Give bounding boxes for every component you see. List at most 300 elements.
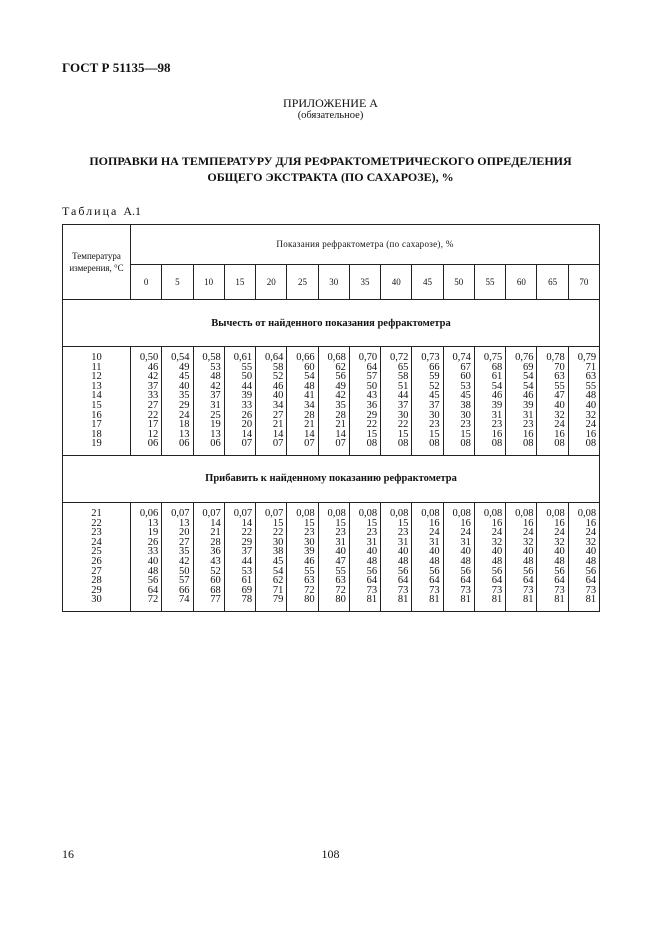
correction-value: 15 xyxy=(272,517,284,529)
correction-cell xyxy=(568,502,599,611)
correction-value: 22 xyxy=(241,527,253,539)
correction-value: 16 xyxy=(554,517,565,529)
correction-value: 81 xyxy=(397,594,409,606)
section-title-row xyxy=(63,455,600,502)
correction-value: 23 xyxy=(491,419,503,431)
correction-value: 24 xyxy=(554,527,565,539)
correction-cell xyxy=(162,502,193,611)
correction-cell xyxy=(162,347,193,456)
correction-value: 39 xyxy=(491,399,503,411)
correction-cell xyxy=(412,502,443,611)
column-header: 35 xyxy=(349,264,380,299)
correction-value: 46 xyxy=(147,361,159,373)
correction-value: 29 xyxy=(179,399,190,411)
correction-value: 07 xyxy=(304,438,315,450)
correction-value: 70 xyxy=(554,361,565,373)
correction-value: 53 xyxy=(210,361,221,373)
correction-value: 64 xyxy=(585,575,597,587)
correction-value: 30 xyxy=(304,536,315,548)
correction-value: 64 xyxy=(491,575,503,587)
correction-value: 81 xyxy=(585,594,597,606)
correction-value: 31 xyxy=(335,536,346,548)
correction-value: 40 xyxy=(335,546,346,558)
correction-value: 48 xyxy=(147,565,159,577)
correction-value: 0,07 xyxy=(171,507,190,519)
correction-value: 0,50 xyxy=(139,352,159,363)
correction-value: 40 xyxy=(554,399,565,411)
correction-value: 31 xyxy=(522,409,534,421)
correction-value: 0,07 xyxy=(233,507,253,519)
correction-cell xyxy=(381,347,412,456)
correction-cell xyxy=(224,502,255,611)
correction-cell xyxy=(318,347,349,456)
correction-value: 55 xyxy=(335,565,346,577)
temperature-value: 26 xyxy=(91,555,102,567)
correction-value: 06 xyxy=(210,438,221,450)
correction-cell xyxy=(318,502,349,611)
correction-cell xyxy=(287,347,318,456)
correction-value: 48 xyxy=(429,555,440,567)
correction-value: 58 xyxy=(272,361,284,373)
correction-value: 16 xyxy=(491,517,503,529)
correction-value: 37 xyxy=(147,380,159,392)
title-line: ОБЩЕГО ЭКСТРАКТА (ПО САХАРОЗЕ), % xyxy=(207,170,454,184)
column-header: 30 xyxy=(318,264,349,299)
correction-cell xyxy=(506,502,537,611)
correction-value: 48 xyxy=(522,555,534,567)
column-header: 55 xyxy=(474,264,505,299)
correction-value: 50 xyxy=(366,380,378,392)
column-header: 40 xyxy=(381,264,412,299)
correction-value: 56 xyxy=(460,565,471,577)
correction-value: 52 xyxy=(210,565,221,577)
correction-value: 54 xyxy=(522,371,534,383)
correction-value: 20 xyxy=(241,419,253,431)
correction-value: 64 xyxy=(147,584,159,596)
correction-value: 12 xyxy=(147,428,159,440)
correction-value: 07 xyxy=(272,438,284,450)
correction-value: 45 xyxy=(272,555,284,567)
correction-value: 15 xyxy=(304,517,315,529)
correction-value: 0,76 xyxy=(515,352,534,363)
correction-value: 56 xyxy=(397,565,409,577)
correction-cell xyxy=(381,502,412,611)
table-label-number: А.1 xyxy=(123,204,141,218)
correction-value: 0,73 xyxy=(421,352,440,363)
correction-value: 0,08 xyxy=(327,507,346,519)
correction-value: 24 xyxy=(429,527,440,539)
correction-value: 40 xyxy=(397,546,409,558)
correction-value: 42 xyxy=(147,371,159,383)
appendix-title: ПРИЛОЖЕНИЕ А xyxy=(283,96,378,110)
correction-value: 24 xyxy=(460,527,471,539)
correction-value: 56 xyxy=(335,371,346,383)
temperature-value: 18 xyxy=(91,428,102,440)
temperature-header-line: Температура xyxy=(72,251,121,261)
correction-value: 19 xyxy=(210,419,221,431)
correction-value: 38 xyxy=(272,546,284,558)
correction-value: 42 xyxy=(179,555,190,567)
correction-value: 71 xyxy=(585,361,597,373)
correction-value: 13 xyxy=(210,428,221,440)
correction-value: 08 xyxy=(491,438,503,450)
temperature-value: 17 xyxy=(91,419,102,431)
column-header: 45 xyxy=(412,264,443,299)
correction-value: 14 xyxy=(210,517,221,529)
correction-value: 34 xyxy=(304,399,315,411)
correction-value: 30 xyxy=(272,536,284,548)
correction-value: 0,64 xyxy=(264,352,284,363)
correction-value: 79 xyxy=(272,594,284,606)
correction-value: 21 xyxy=(210,527,221,539)
correction-value: 16 xyxy=(585,428,597,440)
correction-value: 73 xyxy=(397,584,409,596)
correction-value: 55 xyxy=(241,361,253,373)
correction-value: 35 xyxy=(179,390,190,402)
correction-value: 08 xyxy=(429,438,440,450)
correction-value: 22 xyxy=(397,419,409,431)
correction-value: 74 xyxy=(179,594,190,606)
correction-value: 14 xyxy=(241,517,253,529)
correction-value: 21 xyxy=(304,419,315,431)
correction-value: 66 xyxy=(179,584,190,596)
correction-value: 69 xyxy=(522,361,534,373)
correction-value: 81 xyxy=(460,594,471,606)
correction-cell xyxy=(256,502,287,611)
correction-value: 64 xyxy=(366,361,378,373)
correction-value: 13 xyxy=(179,517,190,529)
correction-cell xyxy=(474,347,505,456)
correction-value: 44 xyxy=(241,380,253,392)
correction-value: 80 xyxy=(304,594,315,606)
correction-value: 39 xyxy=(241,390,253,402)
correction-value: 08 xyxy=(554,438,565,450)
correction-value: 56 xyxy=(429,565,440,577)
correction-value: 16 xyxy=(491,428,503,440)
correction-value: 46 xyxy=(304,555,315,567)
correction-value: 72 xyxy=(304,584,315,596)
correction-value: 64 xyxy=(460,575,471,587)
correction-value: 0,08 xyxy=(483,507,503,519)
correction-value: 20 xyxy=(179,527,190,539)
correction-value: 16 xyxy=(554,428,565,440)
correction-cell xyxy=(443,502,474,611)
correction-value: 26 xyxy=(147,536,159,548)
correction-value: 29 xyxy=(241,536,253,548)
temperature-value: 15 xyxy=(91,399,102,411)
correction-value: 64 xyxy=(366,575,378,587)
correction-value: 0,66 xyxy=(296,352,315,363)
correction-value: 16 xyxy=(429,517,440,529)
column-header: 0 xyxy=(131,264,162,299)
correction-value: 0,08 xyxy=(515,507,534,519)
correction-value: 45 xyxy=(460,390,471,402)
correction-value: 22 xyxy=(366,419,378,431)
correction-value: 40 xyxy=(460,546,471,558)
column-header: 60 xyxy=(506,264,537,299)
temperature-value: 16 xyxy=(91,409,102,421)
correction-value: 73 xyxy=(522,584,534,596)
correction-value: 48 xyxy=(460,555,471,567)
correction-value: 55 xyxy=(585,380,597,392)
correction-cell xyxy=(537,502,568,611)
column-header: 50 xyxy=(443,264,474,299)
correction-value: 53 xyxy=(241,565,253,577)
correction-value: 31 xyxy=(491,409,503,421)
correction-value: 51 xyxy=(397,380,409,392)
correction-value: 08 xyxy=(460,438,471,450)
correction-value: 64 xyxy=(397,575,409,587)
correction-cell xyxy=(506,347,537,456)
correction-value: 48 xyxy=(585,390,597,402)
correction-value: 07 xyxy=(335,438,346,450)
correction-value: 56 xyxy=(585,565,597,577)
correction-value: 63 xyxy=(304,575,315,587)
correction-value: 18 xyxy=(179,419,190,431)
correction-value: 40 xyxy=(585,546,597,558)
correction-value: 66 xyxy=(429,361,440,373)
correction-value: 24 xyxy=(585,527,597,539)
correction-value: 60 xyxy=(304,361,315,373)
correction-value: 48 xyxy=(210,371,221,383)
correction-value: 15 xyxy=(335,517,346,529)
correction-value: 16 xyxy=(522,428,534,440)
correction-value: 60 xyxy=(460,371,471,383)
correction-cell xyxy=(131,347,162,456)
correction-value: 28 xyxy=(335,409,346,421)
correction-value: 73 xyxy=(491,584,503,596)
correction-value: 81 xyxy=(522,594,534,606)
correction-cell xyxy=(412,347,443,456)
correction-value: 27 xyxy=(272,409,284,421)
correction-value: 0,08 xyxy=(452,507,471,519)
correction-value: 21 xyxy=(335,419,346,431)
correction-value: 55 xyxy=(554,380,565,392)
page-number-center: 108 xyxy=(321,847,340,861)
correction-value: 73 xyxy=(585,584,597,596)
temperature-value: 10 xyxy=(91,352,102,363)
correction-value: 0,08 xyxy=(296,507,315,519)
correction-value: 60 xyxy=(210,575,221,587)
correction-value: 54 xyxy=(522,380,534,392)
correction-value: 33 xyxy=(241,399,253,411)
correction-value: 14 xyxy=(272,428,284,440)
correction-value: 48 xyxy=(366,555,378,567)
correction-value: 37 xyxy=(241,546,253,558)
temperature-value: 12 xyxy=(91,371,102,383)
correction-value: 65 xyxy=(397,361,409,373)
correction-value: 24 xyxy=(554,419,565,431)
correction-value: 37 xyxy=(397,399,409,411)
correction-value: 40 xyxy=(179,380,190,392)
correction-value: 54 xyxy=(491,380,503,392)
correction-value: 63 xyxy=(335,575,346,587)
correction-value: 28 xyxy=(304,409,315,421)
correction-value: 46 xyxy=(491,390,503,402)
correction-value: 42 xyxy=(335,390,346,402)
correction-value: 16 xyxy=(522,517,534,529)
correction-value: 0,58 xyxy=(202,352,221,363)
correction-value: 23 xyxy=(335,527,346,539)
correction-value: 31 xyxy=(210,399,221,411)
correction-value: 57 xyxy=(366,371,378,383)
correction-value: 48 xyxy=(585,555,597,567)
correction-value: 81 xyxy=(554,594,565,606)
correction-value: 29 xyxy=(366,409,378,421)
correction-value: 40 xyxy=(429,546,440,558)
correction-value: 32 xyxy=(585,409,597,421)
temperature-value: 25 xyxy=(91,546,102,558)
correction-value: 37 xyxy=(210,390,221,402)
correction-value: 0,72 xyxy=(390,352,409,363)
correction-value: 0,78 xyxy=(546,352,565,363)
temperature-value: 24 xyxy=(91,536,102,548)
temperature-value: 19 xyxy=(91,438,102,450)
correction-value: 49 xyxy=(179,361,190,373)
correction-cell xyxy=(224,347,255,456)
correction-value: 35 xyxy=(335,399,346,411)
correction-value: 0,07 xyxy=(202,507,221,519)
correction-value: 26 xyxy=(241,409,253,421)
temperature-header-line: измерения, °С xyxy=(69,263,124,273)
correction-value: 0,54 xyxy=(171,352,190,363)
temperature-header xyxy=(63,225,131,300)
correction-value: 36 xyxy=(210,546,221,558)
correction-value: 30 xyxy=(460,409,471,421)
correction-value: 50 xyxy=(179,565,190,577)
correction-value: 52 xyxy=(429,380,440,392)
correction-cell xyxy=(193,502,224,611)
correction-value: 31 xyxy=(460,536,471,548)
correction-value: 14 xyxy=(241,428,253,440)
correction-value: 62 xyxy=(335,361,346,373)
correction-value: 0,08 xyxy=(390,507,409,519)
document-title xyxy=(0,153,661,185)
page-number-left: 16 xyxy=(62,847,74,861)
correction-value: 0,74 xyxy=(452,352,471,363)
column-header: 10 xyxy=(193,264,224,299)
correction-value: 48 xyxy=(554,555,565,567)
correction-value: 42 xyxy=(210,380,221,392)
column-header: 25 xyxy=(287,264,318,299)
correction-value: 15 xyxy=(460,428,471,440)
correction-value: 57 xyxy=(179,575,190,587)
correction-value: 69 xyxy=(241,584,253,596)
correction-value: 23 xyxy=(304,527,315,539)
column-header: 15 xyxy=(224,264,255,299)
correction-value: 08 xyxy=(522,438,534,450)
readings-group-header: Показания рефрактометра (по сахарозе), % xyxy=(131,225,600,265)
correction-value: 43 xyxy=(210,555,221,567)
correction-cell xyxy=(443,347,474,456)
table-label-word: Таблица xyxy=(62,204,119,218)
correction-value: 0,75 xyxy=(483,352,503,363)
title-line: ПОПРАВКИ НА ТЕМПЕРАТУРУ ДЛЯ РЕФРАКТОМЕТРИЧЕСКОГО ОПРЕДЕЛЕНИЯ xyxy=(89,154,572,168)
correction-value: 0,70 xyxy=(358,352,378,363)
correction-value: 15 xyxy=(429,428,440,440)
correction-value: 72 xyxy=(147,594,159,606)
correction-cell xyxy=(349,347,380,456)
table-label xyxy=(62,204,141,219)
correction-value: 15 xyxy=(397,517,409,529)
correction-value: 40 xyxy=(272,390,284,402)
correction-value: 08 xyxy=(585,438,597,450)
correction-value: 13 xyxy=(179,428,190,440)
correction-value: 54 xyxy=(272,565,284,577)
correction-value: 0,08 xyxy=(577,507,597,519)
correction-value: 56 xyxy=(147,575,159,587)
correction-value: 81 xyxy=(429,594,440,606)
correction-value: 73 xyxy=(554,584,565,596)
correction-value: 52 xyxy=(272,371,284,383)
temperature-value: 21 xyxy=(91,507,102,519)
correction-value: 32 xyxy=(522,536,534,548)
correction-value: 0,08 xyxy=(546,507,565,519)
column-header: 20 xyxy=(256,264,287,299)
column-header: 5 xyxy=(162,264,193,299)
correction-value: 61 xyxy=(241,575,253,587)
correction-value: 21 xyxy=(272,419,284,431)
correction-value: 33 xyxy=(147,390,159,402)
correction-value: 30 xyxy=(397,409,409,421)
correction-value: 13 xyxy=(147,517,159,529)
correction-value: 43 xyxy=(366,390,378,402)
document-header: ГОСТ Р 51135—98 xyxy=(62,60,171,75)
correction-value: 0,79 xyxy=(577,352,597,363)
correction-value: 81 xyxy=(491,594,503,606)
correction-value: 64 xyxy=(429,575,440,587)
correction-value: 15 xyxy=(397,428,409,440)
correction-value: 39 xyxy=(304,546,315,558)
correction-value: 73 xyxy=(366,584,378,596)
correction-cell xyxy=(568,347,599,456)
correction-value: 24 xyxy=(491,527,503,539)
correction-value: 56 xyxy=(366,565,378,577)
correction-value: 68 xyxy=(210,584,221,596)
correction-value: 06 xyxy=(147,438,159,450)
correction-value: 73 xyxy=(429,584,440,596)
section-title-row xyxy=(63,300,600,347)
correction-value: 32 xyxy=(554,409,565,421)
correction-value: 23 xyxy=(460,419,471,431)
correction-value: 06 xyxy=(179,438,190,450)
correction-value: 27 xyxy=(179,536,190,548)
correction-cell xyxy=(349,502,380,611)
correction-value: 40 xyxy=(147,555,159,567)
correction-value: 53 xyxy=(460,380,471,392)
correction-value: 73 xyxy=(460,584,471,596)
correction-value: 61 xyxy=(491,371,503,383)
correction-value: 56 xyxy=(522,565,534,577)
correction-value: 15 xyxy=(366,517,378,529)
correction-value: 19 xyxy=(147,527,159,539)
temperature-value: 28 xyxy=(91,575,102,587)
correction-value: 47 xyxy=(335,555,346,567)
correction-value: 64 xyxy=(554,575,565,587)
correction-value: 07 xyxy=(241,438,253,450)
correction-value: 24 xyxy=(179,409,190,421)
correction-value: 23 xyxy=(522,419,534,431)
correction-value: 41 xyxy=(304,390,315,402)
correction-value: 22 xyxy=(147,409,159,421)
correction-value: 78 xyxy=(241,594,253,606)
temperature-value: 29 xyxy=(91,584,102,596)
temperature-value: 14 xyxy=(91,390,102,402)
correction-value: 54 xyxy=(304,371,315,383)
temperature-value: 23 xyxy=(91,527,102,539)
correction-value: 67 xyxy=(460,361,471,373)
temperature-value: 13 xyxy=(91,380,102,392)
